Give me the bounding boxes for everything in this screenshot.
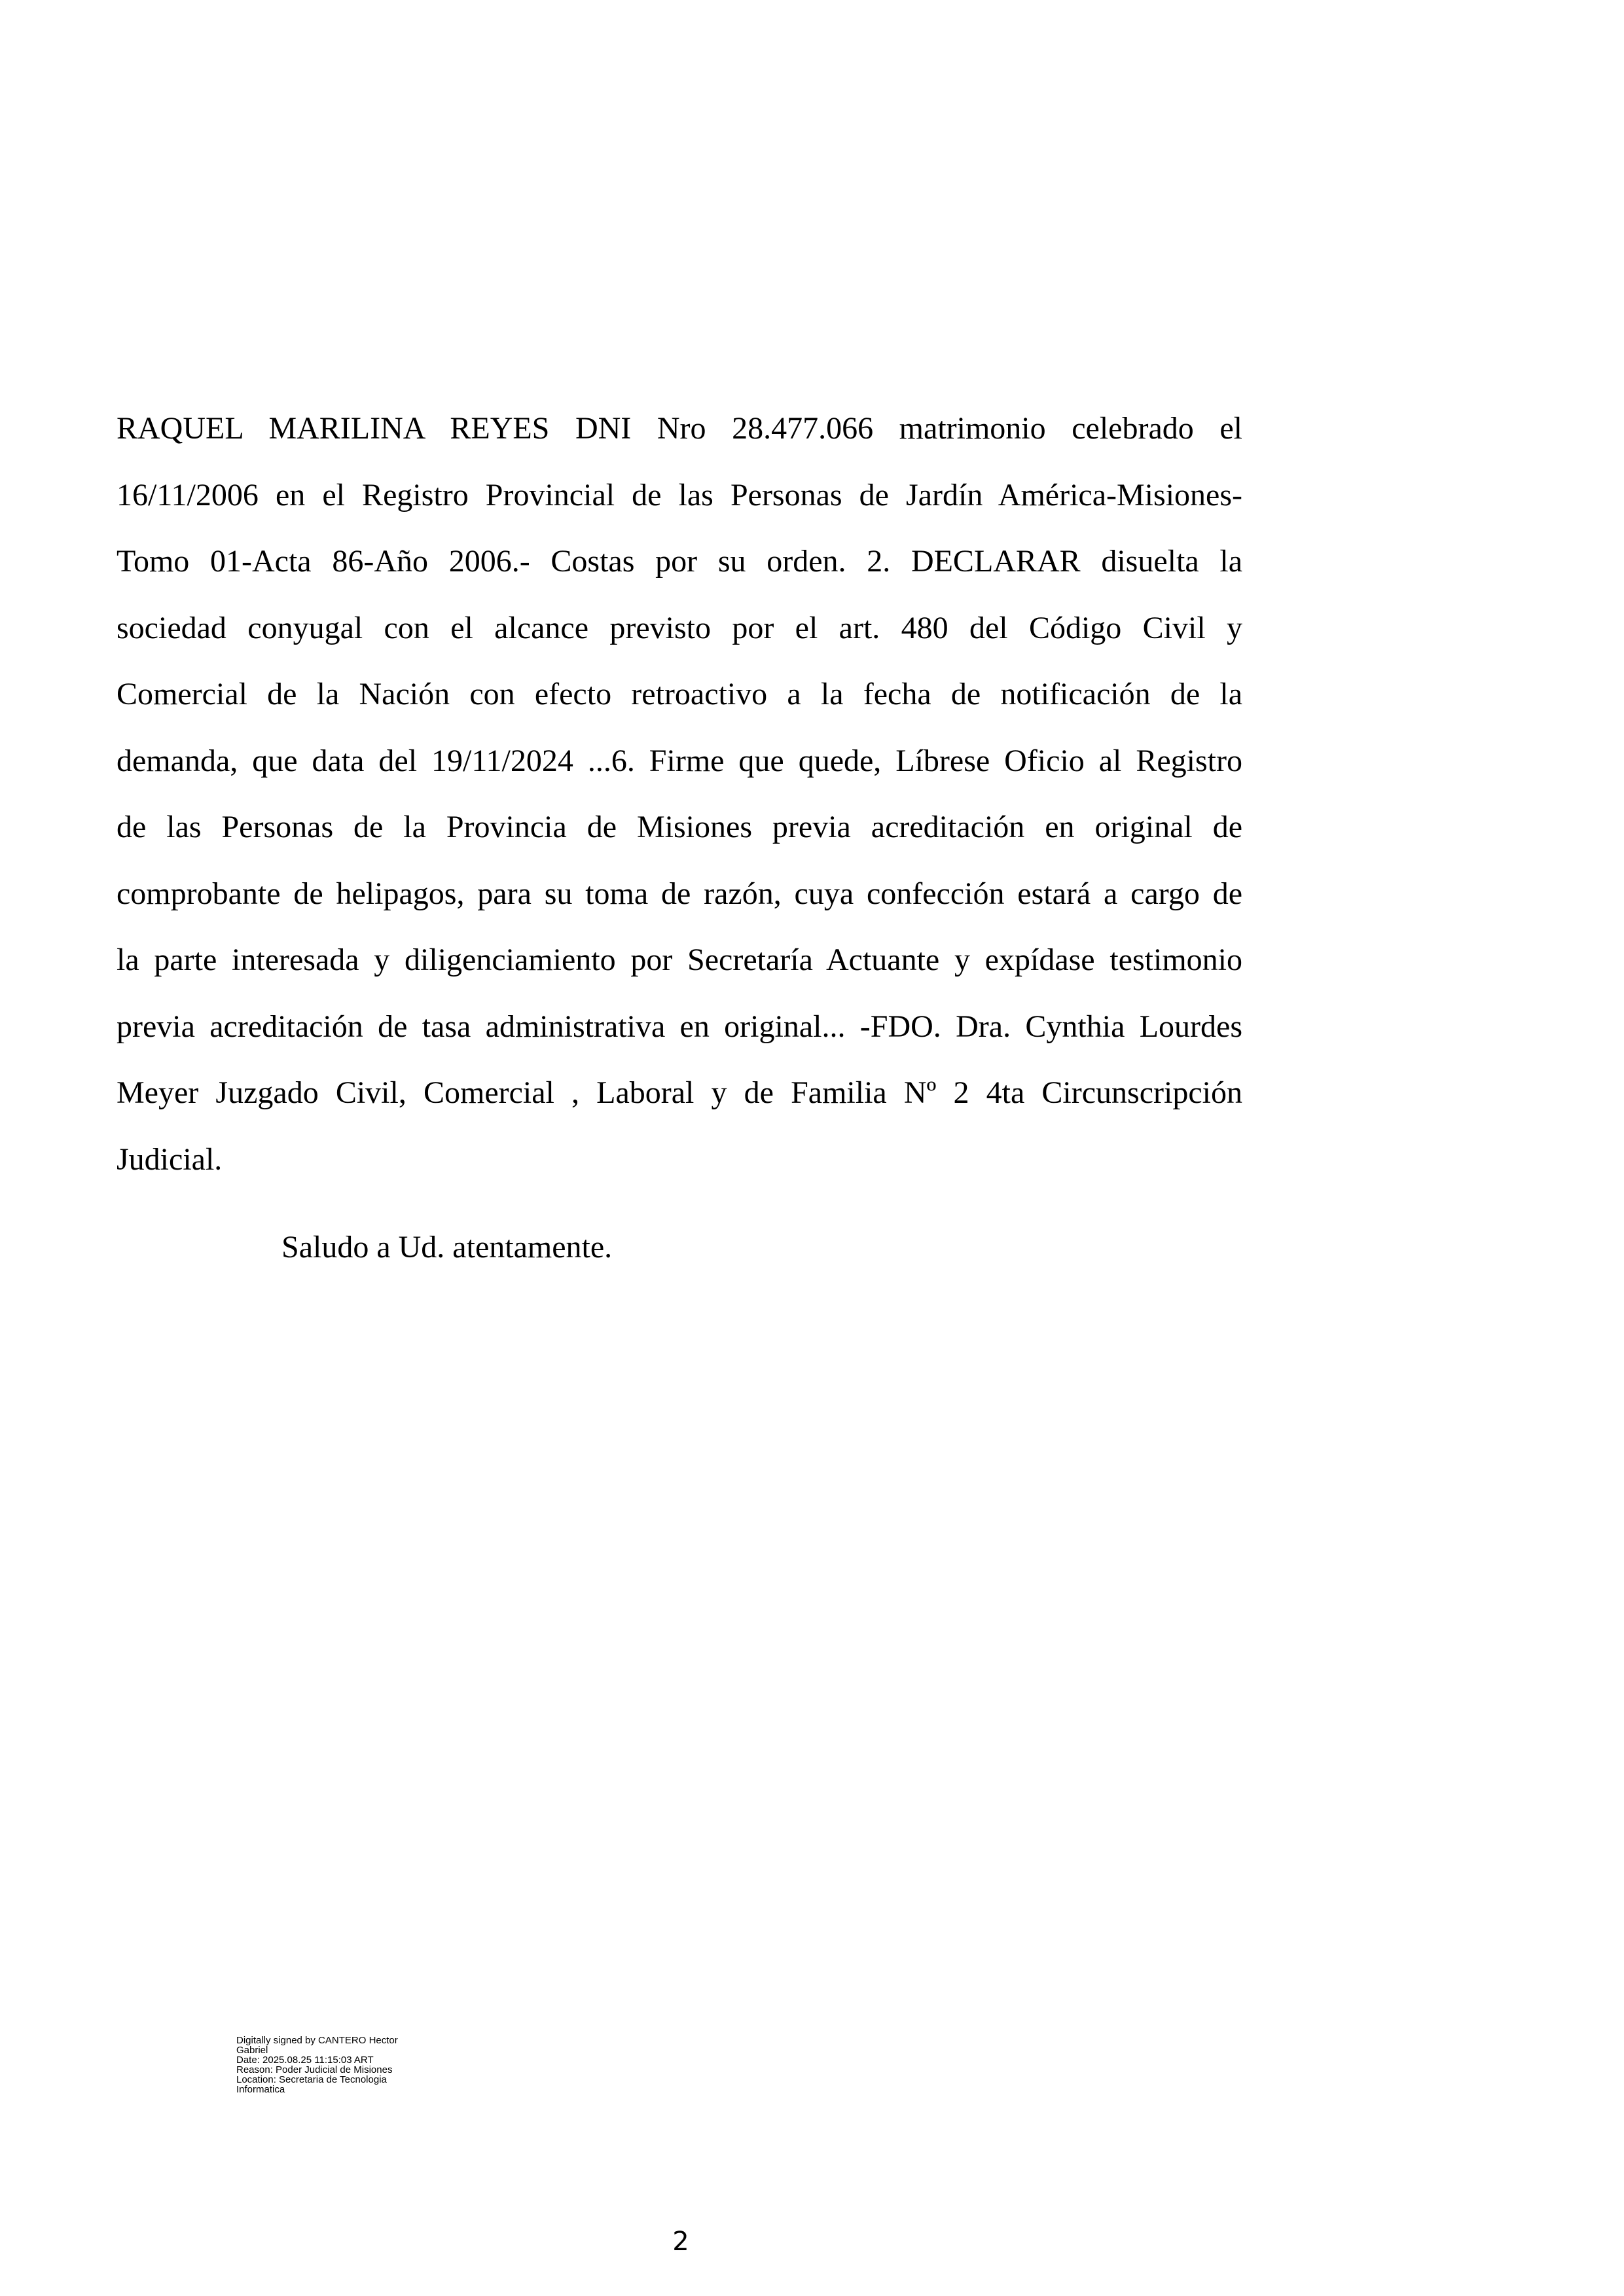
closing-salutation: Saludo a Ud. atentamente. bbox=[281, 1230, 613, 1265]
body-line: la parte interesada y diligenciamiento por Secretaría Actuante y expídase testimonio bbox=[117, 942, 1242, 977]
signature-line: Gabriel bbox=[236, 2045, 268, 2056]
body-line: sociedad conyugal con el alcance previsto por el art. 480 del Código Civil y bbox=[117, 610, 1242, 645]
body-line: previa acreditación de tasa administrativa en original... -FDO. Dra. Cynthia Lourdes bbox=[117, 1009, 1242, 1044]
body-line: Judicial. bbox=[117, 1141, 223, 1177]
body-paragraph bbox=[117, 395, 1242, 1193]
signature-line: Digitally signed by CANTERO Hector bbox=[236, 2035, 398, 2046]
signature-line: Date: 2025.08.25 11:15:03 ART bbox=[236, 2054, 374, 2066]
signature-line: Informatica bbox=[236, 2084, 285, 2095]
body-line: RAQUEL MARILINA REYES DNI Nro 28.477.066 matrimonio celebrado el bbox=[117, 411, 1242, 446]
body-line: 16/11/2006 en el Registro Provincial de las Personas de Jardín América-Misiones- bbox=[117, 477, 1242, 512]
body-line: Tomo 01-Acta 86-Año 2006.- Costas por su orden. 2. DECLARAR disuelta la bbox=[117, 544, 1242, 579]
body-line: comprobante de helipagos, para su toma de razón, cuya confección estará a cargo de bbox=[117, 876, 1242, 911]
body-line: demanda, que data del 19/11/2024 ...6. Firme que quede, Líbrese Oficio al Registro bbox=[117, 743, 1242, 778]
signature-line: Reason: Poder Judicial de Misiones bbox=[236, 2064, 393, 2075]
body-line: Comercial de la Nación con efecto retroactivo a la fecha de notificación de la bbox=[117, 677, 1242, 711]
signature-line: Location: Secretaria de Tecnologia bbox=[236, 2074, 387, 2085]
page-number: 2 bbox=[672, 2227, 689, 2257]
body-line: de las Personas de la Provincia de Misiones previa acreditación en original de bbox=[117, 810, 1242, 844]
body-line: Meyer Juzgado Civil, Comercial , Laboral y de Familia Nº 2 4ta Circunscripción bbox=[117, 1075, 1242, 1110]
digital-signature-stamp bbox=[236, 2036, 433, 2094]
